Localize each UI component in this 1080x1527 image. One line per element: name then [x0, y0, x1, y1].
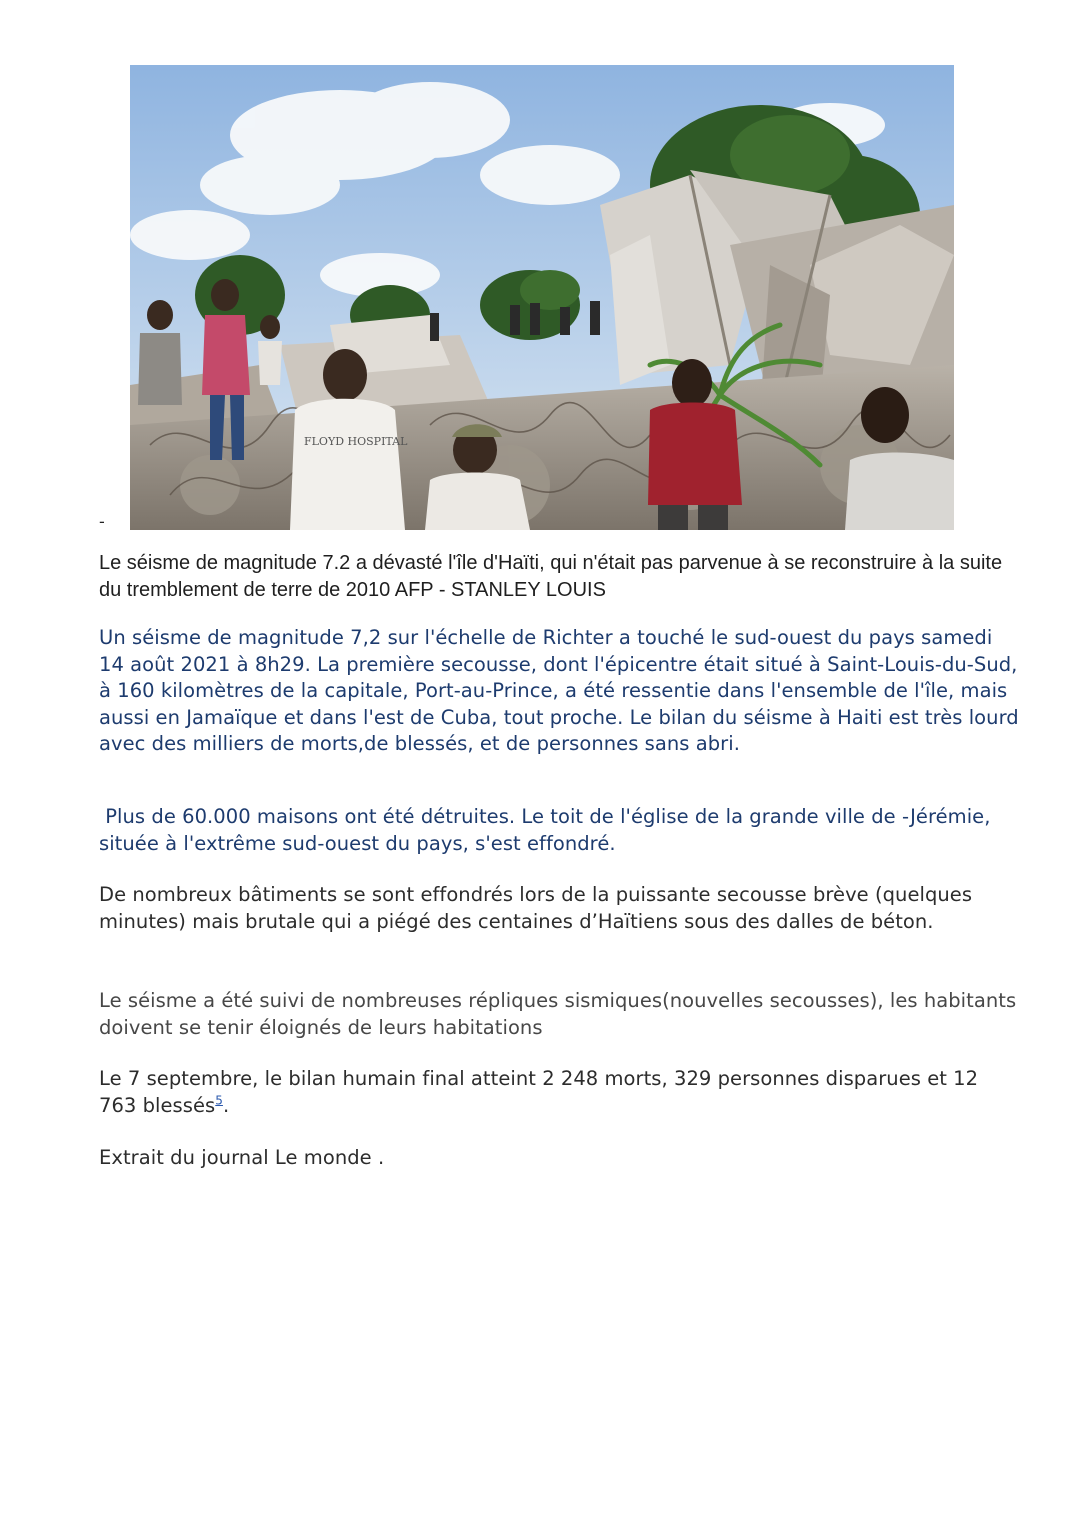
paragraph-final-toll — [99, 1066, 1019, 1119]
photo-dash: - — [99, 512, 105, 531]
paragraph-aftershocks: Le séisme a été suivi de nombreuses répliques sismiques(nouvelles secousses), les habitants doivent se tenir éloignés de leurs habitations — [99, 989, 1017, 1039]
paragraph-earthquake-summary: Un séisme de magnitude 7,2 sur l'échelle de Richter a touché le sud-ouest du pays samedi 14 août 2021 à 8h29. La première secousse, dont l'épicentre était situé à Saint-Louis-du-Sud, à 160 kilomètres de la capitale, Port-au-Prince, a été ressentie dans l'ensemble de l'île, mais aussi en Jamaïque et dans l'est de Cuba, tout proche. Le bilan du séisme à Haiti est très lourd avec des milliers de morts,de blessés, et de personnes sans abri. — [99, 626, 1019, 755]
shirt-print: FLOYD HOSPITAL — [304, 435, 408, 448]
paragraph-buildings-collapsed: De nombreux bâtiments se sont effondrés lors de la puissante secousse brève (quelques minutes) mais brutale qui a piégé des centaines d’Haïtiens sous des dalles de béton. — [99, 883, 973, 933]
paragraph-houses-destroyed-text: Plus de 60.000 maisons ont été détruites. Le toit de l'église de la grande ville de -Jérémie, située à l'extrême sud-ouest du pays, s'est effondré. — [99, 805, 991, 855]
photo-caption: Le séisme de magnitude 7.2 a dévasté l'île d'Haïti, qui n'était pas parvenue à se reconstruire à la suite du tremblement de terre de 2010 AFP - STANLEY LOUIS — [99, 552, 1003, 601]
footnote-link[interactable]: 5 — [215, 1093, 223, 1107]
paragraph-final-toll-end: . — [222, 1093, 230, 1117]
earthquake-photo — [130, 65, 954, 530]
paragraph-final-toll-text: Le 7 septembre, le bilan humain final atteint 2 248 morts, 329 personnes disparues et 12 763 blessés — [99, 1067, 979, 1117]
earthquake-photo-illustration — [130, 65, 954, 530]
paragraph-houses-destroyed — [99, 804, 1019, 857]
source-attribution: Extrait du journal Le monde . — [99, 1146, 385, 1169]
